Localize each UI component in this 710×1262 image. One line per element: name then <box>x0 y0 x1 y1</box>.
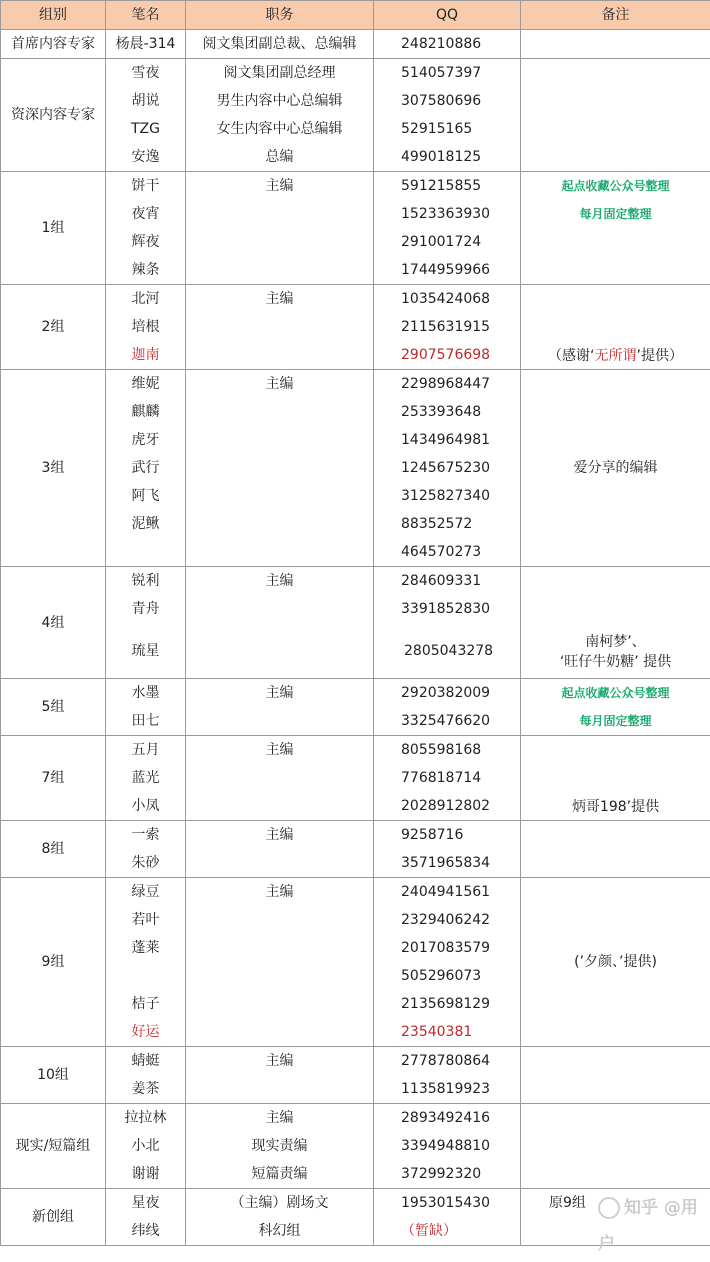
group-cell: 1组 <box>1 172 106 285</box>
name-cell: 蓬莱 <box>106 934 186 962</box>
title-cell <box>186 906 374 934</box>
qq-cell: 291001724 <box>374 228 521 256</box>
note-text: 炳哥198’提供 <box>572 799 659 815</box>
name-cell: 星夜 <box>106 1189 186 1218</box>
note-green-text: 每月固定整理 <box>521 200 710 228</box>
title-cell: 女生内容中心总编辑 <box>186 115 374 143</box>
qq-cell: 3325476620 <box>374 707 521 736</box>
title-cell: 现实责编 <box>186 1132 374 1160</box>
header-qq: QQ <box>374 1 521 30</box>
title-cell: 主编 <box>186 821 374 850</box>
name-cell: 田七 <box>106 707 186 736</box>
title-cell <box>186 623 374 679</box>
table-row <box>1 878 710 907</box>
qq-cell: 2135698129 <box>374 990 521 1018</box>
group-cell: 首席内容专家 <box>1 30 106 59</box>
title-cell <box>186 792 374 821</box>
note-cell <box>521 285 710 370</box>
name-cell: 麒麟 <box>106 398 186 426</box>
qq-cell: 88352572 <box>374 510 521 538</box>
name-cell: 若叶 <box>106 906 186 934</box>
group-cell: 5组 <box>1 679 106 736</box>
name-cell: 谢谢 <box>106 1160 186 1189</box>
qq-cell: 2329406242 <box>374 906 521 934</box>
title-cell: 总编 <box>186 143 374 172</box>
title-cell: 主编 <box>186 370 374 399</box>
name-cell: 泥鳅 <box>106 510 186 538</box>
qq-cell: 3571965834 <box>374 849 521 878</box>
name-cell: 纬线 <box>106 1217 186 1246</box>
qq-cell: 2017083579 <box>374 934 521 962</box>
note-cell <box>521 736 710 821</box>
name-cell: 好运 <box>106 1018 186 1047</box>
group-cell: 3组 <box>1 370 106 567</box>
title-cell <box>186 482 374 510</box>
zhihu-logo-icon <box>598 1197 620 1219</box>
qq-cell: 1523363930 <box>374 200 521 228</box>
note-cell <box>521 679 710 736</box>
qq-cell: 805598168 <box>374 736 521 765</box>
qq-cell: 1434964981 <box>374 426 521 454</box>
title-cell: 男生内容中心总编辑 <box>186 87 374 115</box>
name-cell: TZG <box>106 115 186 143</box>
note-cell <box>521 370 710 567</box>
name-cell: 夜宵 <box>106 200 186 228</box>
name-cell: 安逸 <box>106 143 186 172</box>
title-cell <box>186 341 374 370</box>
name-cell: 绿豆 <box>106 878 186 907</box>
note-green-text: 起点收藏公众号整理 <box>521 172 710 200</box>
title-cell: 主编 <box>186 1104 374 1133</box>
group-cell: 8组 <box>1 821 106 878</box>
header-title: 职务 <box>186 1 374 30</box>
table-row <box>1 59 710 88</box>
title-cell: 阅文集团副总裁、总编辑 <box>186 30 374 59</box>
title-cell <box>186 962 374 990</box>
qq-cell: 499018125 <box>374 143 521 172</box>
group-cell: 9组 <box>1 878 106 1047</box>
note-cell <box>521 821 710 878</box>
group-cell: 新创组 <box>1 1189 106 1246</box>
title-cell <box>186 707 374 736</box>
header-group: 组别 <box>1 1 106 30</box>
qq-cell: 2778780864 <box>374 1047 521 1076</box>
name-cell: 培根 <box>106 313 186 341</box>
name-cell <box>106 962 186 990</box>
qq-cell: 1744959966 <box>374 256 521 285</box>
qq-cell: 2805043278 <box>374 623 521 679</box>
title-cell: 短篇责编 <box>186 1160 374 1189</box>
title-cell: 主编 <box>186 679 374 708</box>
title-cell: 主编 <box>186 736 374 765</box>
title-cell: 阅文集团副总经理 <box>186 59 374 88</box>
watermark <box>598 1190 706 1226</box>
title-cell <box>186 200 374 228</box>
qq-cell: 464570273 <box>374 538 521 567</box>
name-cell: 辣条 <box>106 256 186 285</box>
table-row <box>1 567 710 596</box>
note-cell <box>521 567 710 679</box>
title-cell <box>186 849 374 878</box>
note-cell <box>521 878 710 1047</box>
table-row <box>1 285 710 314</box>
qq-cell: 23540381 <box>374 1018 521 1047</box>
note-cell <box>521 1104 710 1189</box>
group-cell: 2组 <box>1 285 106 370</box>
name-cell: 虎牙 <box>106 426 186 454</box>
qq-cell: 2907576698 <box>374 341 521 370</box>
note-green-text: 每月固定整理 <box>521 707 710 735</box>
qq-cell: 3391852830 <box>374 595 521 623</box>
name-cell: 姜茶 <box>106 1075 186 1104</box>
header-name: 笔名 <box>106 1 186 30</box>
name-cell: 维妮 <box>106 370 186 399</box>
table-row <box>1 370 710 399</box>
note-cell <box>521 59 710 172</box>
qq-cell: 3394948810 <box>374 1132 521 1160</box>
name-cell: 小北 <box>106 1132 186 1160</box>
title-cell: 主编 <box>186 567 374 596</box>
name-cell: 水墨 <box>106 679 186 708</box>
qq-cell: 9258716 <box>374 821 521 850</box>
table-row <box>1 679 710 708</box>
name-cell: 饼干 <box>106 172 186 201</box>
qq-cell: 591215855 <box>374 172 521 201</box>
table-row <box>1 821 710 850</box>
qq-cell: 1245675230 <box>374 454 521 482</box>
qq-cell: 2404941561 <box>374 878 521 907</box>
group-cell: 现实/短篇组 <box>1 1104 106 1189</box>
group-cell: 4组 <box>1 567 106 679</box>
name-cell: 小凤 <box>106 792 186 821</box>
title-cell <box>186 1018 374 1047</box>
qq-cell: 2028912802 <box>374 792 521 821</box>
watermark-text: 知乎 @用户 <box>598 1198 698 1254</box>
name-cell: 一索 <box>106 821 186 850</box>
name-cell: 北河 <box>106 285 186 314</box>
name-cell: 杨晨-314 <box>106 30 186 59</box>
title-cell <box>186 538 374 567</box>
name-cell: 锐利 <box>106 567 186 596</box>
title-cell <box>186 510 374 538</box>
note-text: 南柯梦’、 <box>521 632 710 652</box>
qq-cell: （暂缺） <box>374 1217 521 1246</box>
note-text: （感谢‘ <box>548 348 594 364</box>
note-text: ’提供） <box>637 348 683 364</box>
qq-cell: 2893492416 <box>374 1104 521 1133</box>
name-cell: 蓝光 <box>106 764 186 792</box>
qq-cell: 1135819923 <box>374 1075 521 1104</box>
title-cell <box>186 990 374 1018</box>
note-text: (’夕颜、’提供) <box>574 954 657 970</box>
name-cell: 胡说 <box>106 87 186 115</box>
table-row <box>1 30 710 59</box>
qq-cell: 2115631915 <box>374 313 521 341</box>
qq-cell: 253393648 <box>374 398 521 426</box>
qq-cell: 514057397 <box>374 59 521 88</box>
name-cell: 蜻蜓 <box>106 1047 186 1076</box>
title-cell <box>186 228 374 256</box>
title-cell <box>186 256 374 285</box>
title-cell: （主编）剧场文 <box>186 1189 374 1218</box>
name-cell: 辉夜 <box>106 228 186 256</box>
title-cell: 主编 <box>186 1047 374 1076</box>
title-cell <box>186 313 374 341</box>
note-cell <box>521 30 710 59</box>
name-cell: 桔子 <box>106 990 186 1018</box>
name-cell <box>106 538 186 567</box>
name-cell: 武行 <box>106 454 186 482</box>
title-cell <box>186 764 374 792</box>
note-text: 爱分享的编辑 <box>574 460 658 476</box>
name-cell: 朱砂 <box>106 849 186 878</box>
qq-cell: 505296073 <box>374 962 521 990</box>
title-cell: 主编 <box>186 172 374 201</box>
qq-cell: 3125827340 <box>374 482 521 510</box>
qq-cell: 1035424068 <box>374 285 521 314</box>
qq-cell: 776818714 <box>374 764 521 792</box>
title-cell <box>186 1075 374 1104</box>
header-row <box>1 1 710 30</box>
note-text: ‘旺仔牛奶糖’ 提供 <box>521 652 710 672</box>
group-cell: 10组 <box>1 1047 106 1104</box>
qq-cell: 248210886 <box>374 30 521 59</box>
qq-cell: 2298968447 <box>374 370 521 399</box>
qq-cell: 1953015430 <box>374 1189 521 1218</box>
qq-cell: 284609331 <box>374 567 521 596</box>
title-cell <box>186 454 374 482</box>
table-row <box>1 1104 710 1133</box>
name-cell: 琉星 <box>106 623 186 679</box>
title-cell <box>186 595 374 623</box>
title-cell <box>186 426 374 454</box>
note-text: 原9组 <box>549 1195 586 1211</box>
table-row <box>1 736 710 765</box>
name-cell: 五月 <box>106 736 186 765</box>
table-row <box>1 1047 710 1076</box>
qq-cell: 52915165 <box>374 115 521 143</box>
qq-cell: 307580696 <box>374 87 521 115</box>
name-cell: 阿飞 <box>106 482 186 510</box>
title-cell: 科幻组 <box>186 1217 374 1246</box>
title-cell: 主编 <box>186 878 374 907</box>
name-cell: 迦南 <box>106 341 186 370</box>
note-green-text: 起点收藏公众号整理 <box>521 679 710 707</box>
title-cell: 主编 <box>186 285 374 314</box>
qq-cell: 372992320 <box>374 1160 521 1189</box>
title-cell <box>186 934 374 962</box>
group-cell: 7组 <box>1 736 106 821</box>
note-highlight: 无所谓 <box>595 348 637 364</box>
title-cell <box>186 398 374 426</box>
group-cell: 资深内容专家 <box>1 59 106 172</box>
qq-cell: 2920382009 <box>374 679 521 708</box>
name-cell: 青舟 <box>106 595 186 623</box>
table-row <box>1 172 710 201</box>
note-cell <box>521 172 710 285</box>
name-cell: 拉拉林 <box>106 1104 186 1133</box>
header-note: 备注 <box>521 1 710 30</box>
name-cell: 雪夜 <box>106 59 186 88</box>
note-cell <box>521 1047 710 1104</box>
